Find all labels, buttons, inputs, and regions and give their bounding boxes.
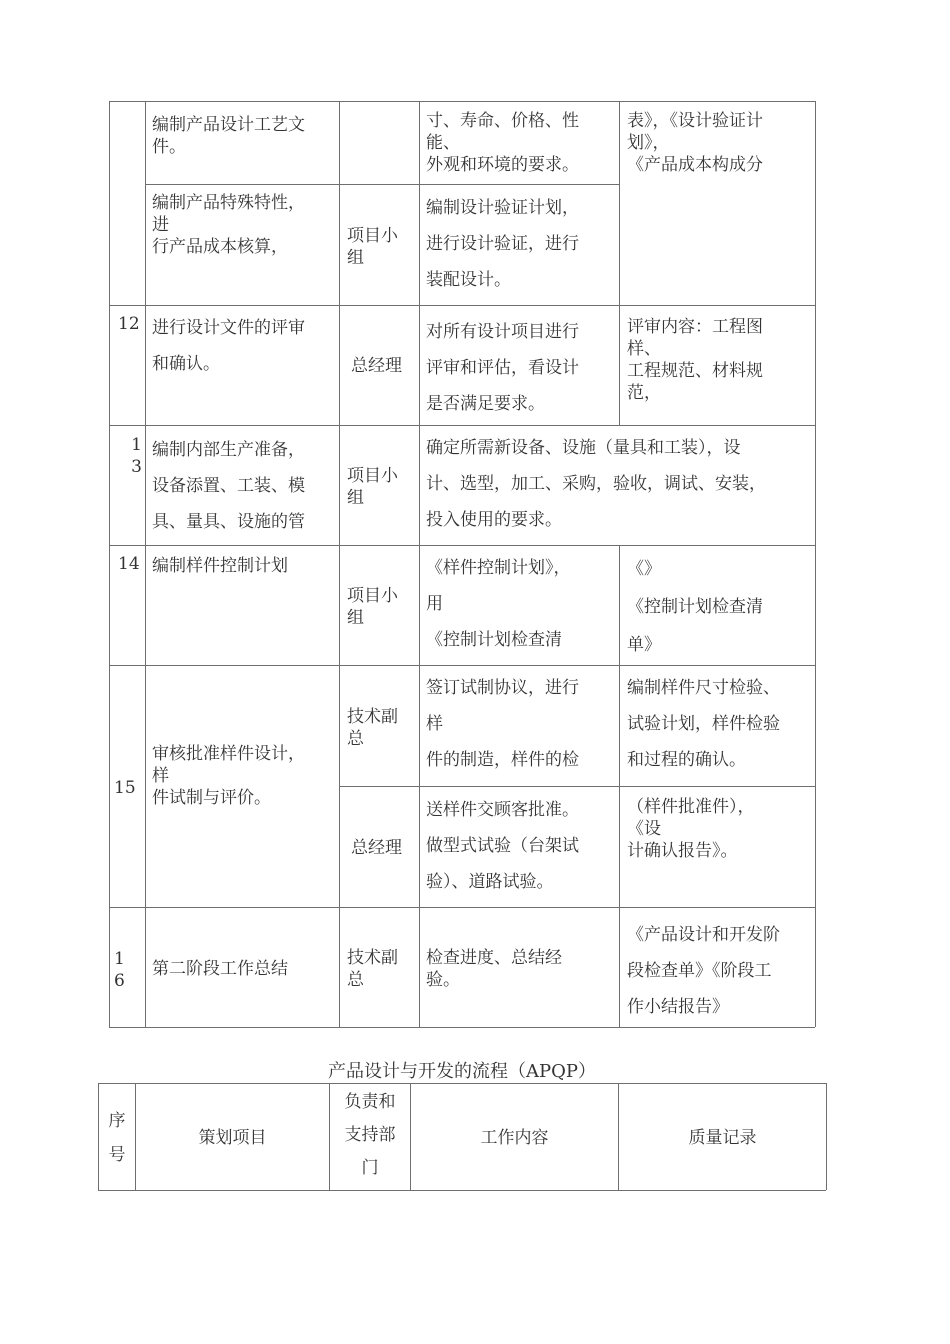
- table-cell-content: 检查进度、总结经 验。: [426, 948, 562, 990]
- table-cell-record: 《》 《控制计划检查清 单》: [627, 559, 763, 655]
- table-cell-record: 《产品设计和开发阶 段检查单》《阶段工 作小结报告》: [627, 925, 780, 1017]
- table-cell-responsible: 技术副 总: [347, 707, 398, 749]
- table-cell-content: 送样件交顾客批准。 做型式试验（台架试 验）、道路试验。: [426, 800, 579, 892]
- table-cell-number: 1 3: [131, 435, 142, 477]
- table-cell-number: 15: [114, 778, 136, 798]
- table-cell-content: 签订试制协议，进行 样 件的制造，样件的检: [426, 678, 579, 770]
- table-cell-item: 进行设计文件的评审 和确认。: [152, 318, 305, 374]
- table-cell-responsible: 总经理: [351, 356, 402, 376]
- table-cell-responsible: 项目小 组: [347, 586, 398, 628]
- header-quality-record: 质量记录: [688, 1128, 757, 1148]
- table-cell-record: 表》，《设计验证计 划》， 《产品成本构成分: [627, 111, 763, 175]
- header-planning-item: 策划项目: [198, 1128, 267, 1148]
- table-cell-content: 对所有设计项目进行 评审和评估，看设计 是否满足要求。: [426, 322, 579, 414]
- table-cell-content: 编制设计验证计划， 进行设计验证，进行 装配设计。: [426, 198, 579, 290]
- table-cell-content: 《样件控制计划》， 用 《控制计划检查清: [426, 558, 571, 650]
- table-cell-record: 编制样件尺寸检验、 试验计划，样件检验 和过程的确认。: [627, 678, 780, 770]
- table-cell-number: 1 6: [114, 949, 125, 991]
- table-cell-responsible: 项目小 组: [347, 466, 398, 508]
- header-responsible-dept: 负责和 支持部 门: [344, 1092, 396, 1178]
- table-cell-item: 编制产品特殊特性， 进 行产品成本核算，: [152, 193, 305, 257]
- table-cell-number: 14: [118, 554, 140, 574]
- table-cell-item: 第二阶段工作总结: [152, 959, 288, 979]
- section-title: 产品设计与开发的流程（APQP）: [328, 1061, 596, 1082]
- table-cell-responsible: 技术副 总: [347, 948, 398, 990]
- header-number: 序 号: [108, 1111, 126, 1165]
- table-cell-number: 12: [118, 314, 140, 334]
- table-cell-item: 审核批准样件设计， 样 件试制与评价。: [152, 744, 305, 808]
- table-cell-content: 确定所需新设备、设施（量具和工装），设 计、选型，加工、采购，验收，调试、安装， 投入使用的要求。: [426, 438, 766, 530]
- table-cell-item: 编制产品设计工艺文 件。: [152, 115, 305, 157]
- header-work-content: 工作内容: [480, 1128, 549, 1148]
- table-cell-responsible: 总经理: [351, 838, 402, 858]
- table-cell-item: 编制内部生产准备， 设备添置、工装、模 具、量具、设施的管: [152, 440, 305, 532]
- table-cell-responsible: 项目小 组: [347, 226, 398, 268]
- table-cell-item: 编制样件控制计划: [152, 556, 288, 576]
- table-cell-content: 寸、寿命、价格、性 能、 外观和环境的要求。: [426, 111, 579, 175]
- table-cell-record: 评审内容：工程图 样、 工程规范、材料规 范，: [627, 317, 763, 403]
- table-cell-record: （样件批准件）， 《设 计确认报告》。: [627, 797, 755, 861]
